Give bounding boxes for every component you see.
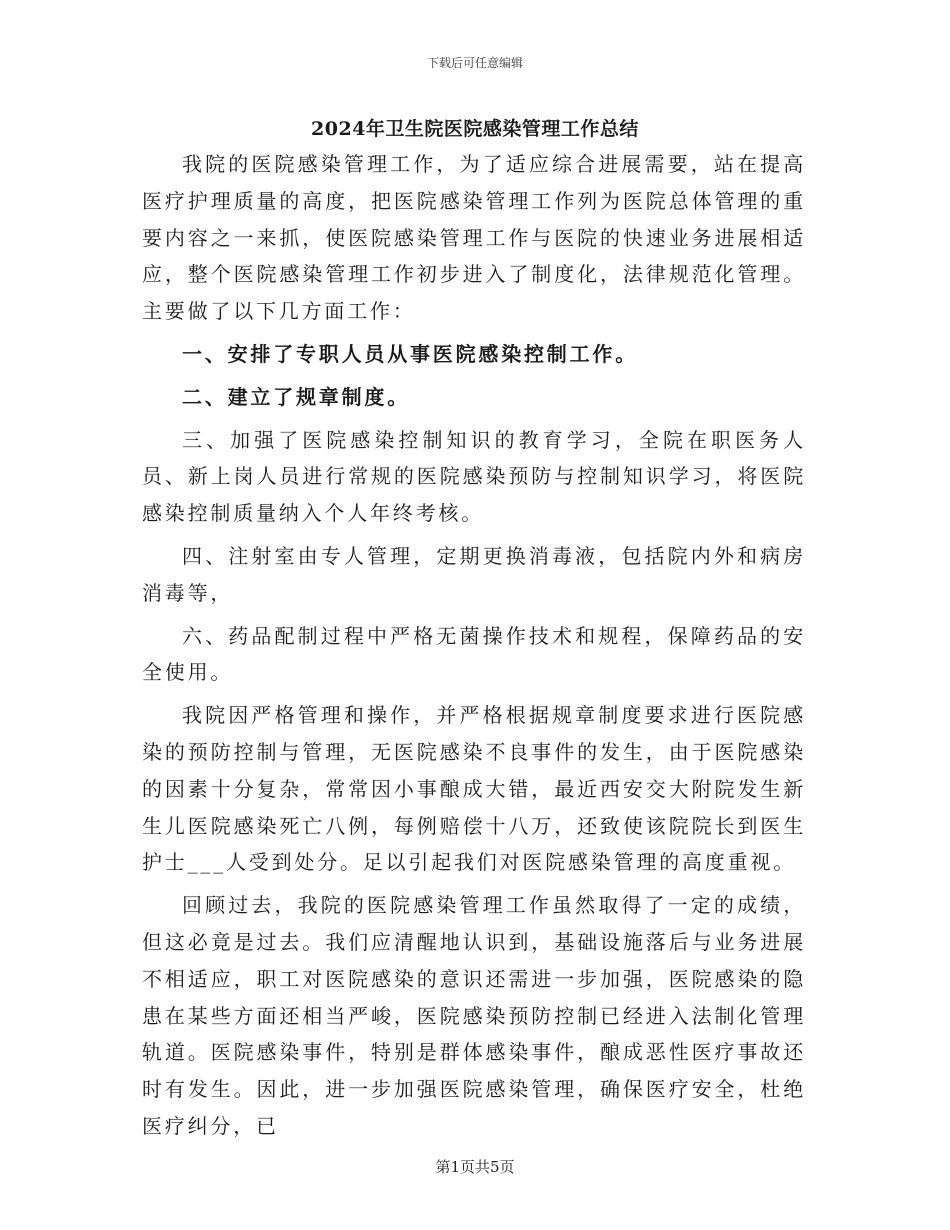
page-header-note: 下载后可任意编辑	[426, 56, 523, 70]
document-title: 2024年卫生院医院感染管理工作总结	[311, 118, 639, 140]
paragraph-item-4: 四、注射室由专人管理，定期更换消毒液，包括院内外和病房消毒等，	[142, 543, 806, 605]
page-number: 第1页共5页	[435, 1158, 515, 1176]
paragraph-review: 回顾过去，我院的医院感染管理工作虽然取得了一定的成绩，但这必竟是过去。我们应清醒地认识到，基础设施落后与业务进展不相适应，职工对医院感染的意识还需进一步加强，医院感染的隐患在某些方面还相当严峻，医院感染预防控制已经进入法制化管理轨道。医院感染事件，特别是群体感染事件，酿成恶性医疗事故还时有发生。因此，进一步加强医院感染管理，确保医疗安全，杜绝医疗纠分，已	[142, 893, 806, 1138]
paragraph-item-2: 二、建立了规章制度。	[182, 384, 410, 409]
paragraph-intro: 我院的医院感染管理工作，为了适应综合进展需要，站在提高医疗护理质量的高度，把医院感染管理工作列为医院总体管理的重要内容之一来抓，使医院感染管理工作与医院的快速业务进展相适应，整个医院感染管理工作初步进入了制度化，法律规范化管理。主要做了以下几方面工作：	[142, 152, 806, 324]
paragraph-item-1: 一、安排了专职人员从事医院感染控制工作。	[182, 341, 638, 366]
paragraph-item-3: 三、加强了医院感染控制知识的教育学习，全院在职医务人员、新上岗人员进行常规的医院感染预防与控制知识学习，将医院感染控制质量纳入个人年终考核。	[142, 427, 806, 526]
paragraph-item-6: 六、药品配制过程中严格无菌操作技术和规程，保障药品的安全使用。	[142, 623, 806, 685]
paragraph-management: 我院因严格管理和操作，并严格根据规章制度要求进行医院感染的预防控制与管理，无医院感染不良事件的发生，由于医院感染的因素十分复杂，常常因小事酿成大错，最近西安交大附院发生新生儿医院感染死亡八例，每例赔偿十八万，还致使该院院长到医生护士___人受到处分。足以引起我们对医院感染管理的高度重视。	[142, 703, 806, 875]
document-body	[142, 146, 806, 1145]
